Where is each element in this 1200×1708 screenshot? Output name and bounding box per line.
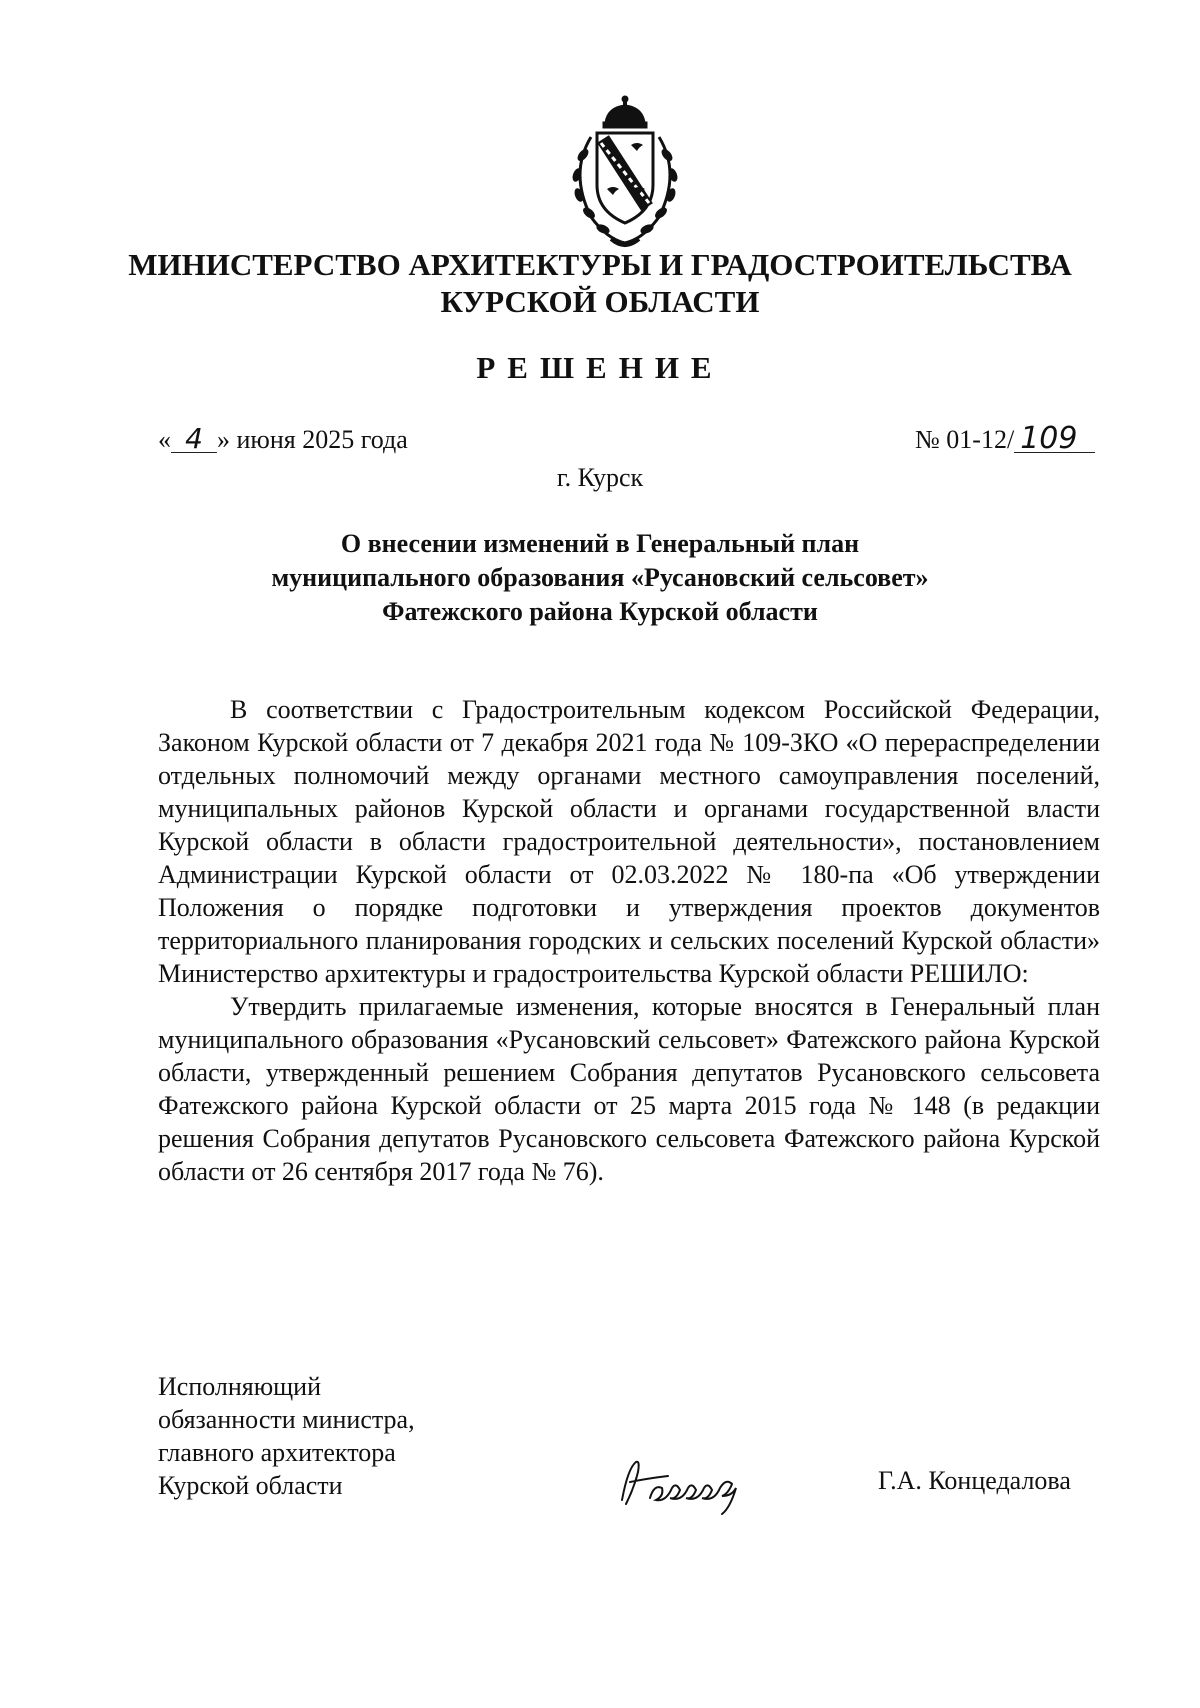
- subject-line2: муниципального образования «Русановский сельсовет»: [271, 563, 929, 592]
- document-type-title: РЕШЕНИЕ: [476, 350, 724, 385]
- number-prefix: № 01-12/: [915, 425, 1015, 454]
- signatory-line2: обязанности министра,: [158, 1405, 415, 1434]
- body-paragraph-2: Утвердить прилагаемые изменения, которые вносятся в Генеральный план муниципального образования «Русановский сельсовет» Фатежского района Курской области, утвержденный решением Собрания депутатов Русановского сельсовета Фатежского района Курской области от 25 марта 2015 года № 148 (в редакции решения Собрания депутатов Русановского сельсовета Фатежского района Курской области от 26 сентября 2017 года № 76).: [158, 992, 1100, 1186]
- number-value-handwritten: 109: [1014, 426, 1095, 453]
- document-date: [158, 422, 408, 455]
- signatory-name: Г.А. Концедалова: [878, 1466, 1071, 1495]
- date-rest: » июня 2025 года: [217, 425, 408, 454]
- signatory-line4: Курской области: [158, 1471, 343, 1500]
- date-open-quote: «: [158, 425, 171, 454]
- body-paragraph-1: В соответствии с Градостроительным кодексом Российской Федерации, Законом Курской области от 7 декабря 2021 года № 109-ЗКО «О перераспределении отдельных полномочий между органами местного самоуправления поселений, муниципальных районов Курской области и органами государственной власти Курской области в области градостроительной деятельности», постановлением Администрации Курской области от 02.03.2022 № 180-па «Об утверждении Положения о порядке подготовки и утверждения проектов документов территориального планирования городских и сельских поселений Курской области» Министерство архитектуры и градостроительства Курской области РЕШИЛО:: [158, 695, 1100, 988]
- coat-of-arms-icon: [555, 93, 695, 251]
- date-day-handwritten: 4: [171, 426, 217, 453]
- document-city: г. Курск: [556, 463, 644, 492]
- ministry-name-line2: КУРСКОЙ ОБЛАСТИ: [440, 284, 760, 319]
- handwritten-signature: [610, 1448, 770, 1518]
- ministry-name-line1: МИНИСТЕРСТВО АРХИТЕКТУРЫ И ГРАДОСТРОИТЕЛЬСТВА: [128, 247, 1072, 282]
- signatory-line1: Исполняющий: [158, 1372, 322, 1401]
- subject-line3: Фатежского района Курской области: [382, 597, 818, 626]
- document-number: [915, 421, 1095, 456]
- signatory-title: [158, 1370, 415, 1502]
- subject-line1: О внесении изменений в Генеральный план: [340, 529, 860, 558]
- signatory-line3: главного архитектора: [158, 1438, 396, 1467]
- document-body: [158, 693, 1100, 1188]
